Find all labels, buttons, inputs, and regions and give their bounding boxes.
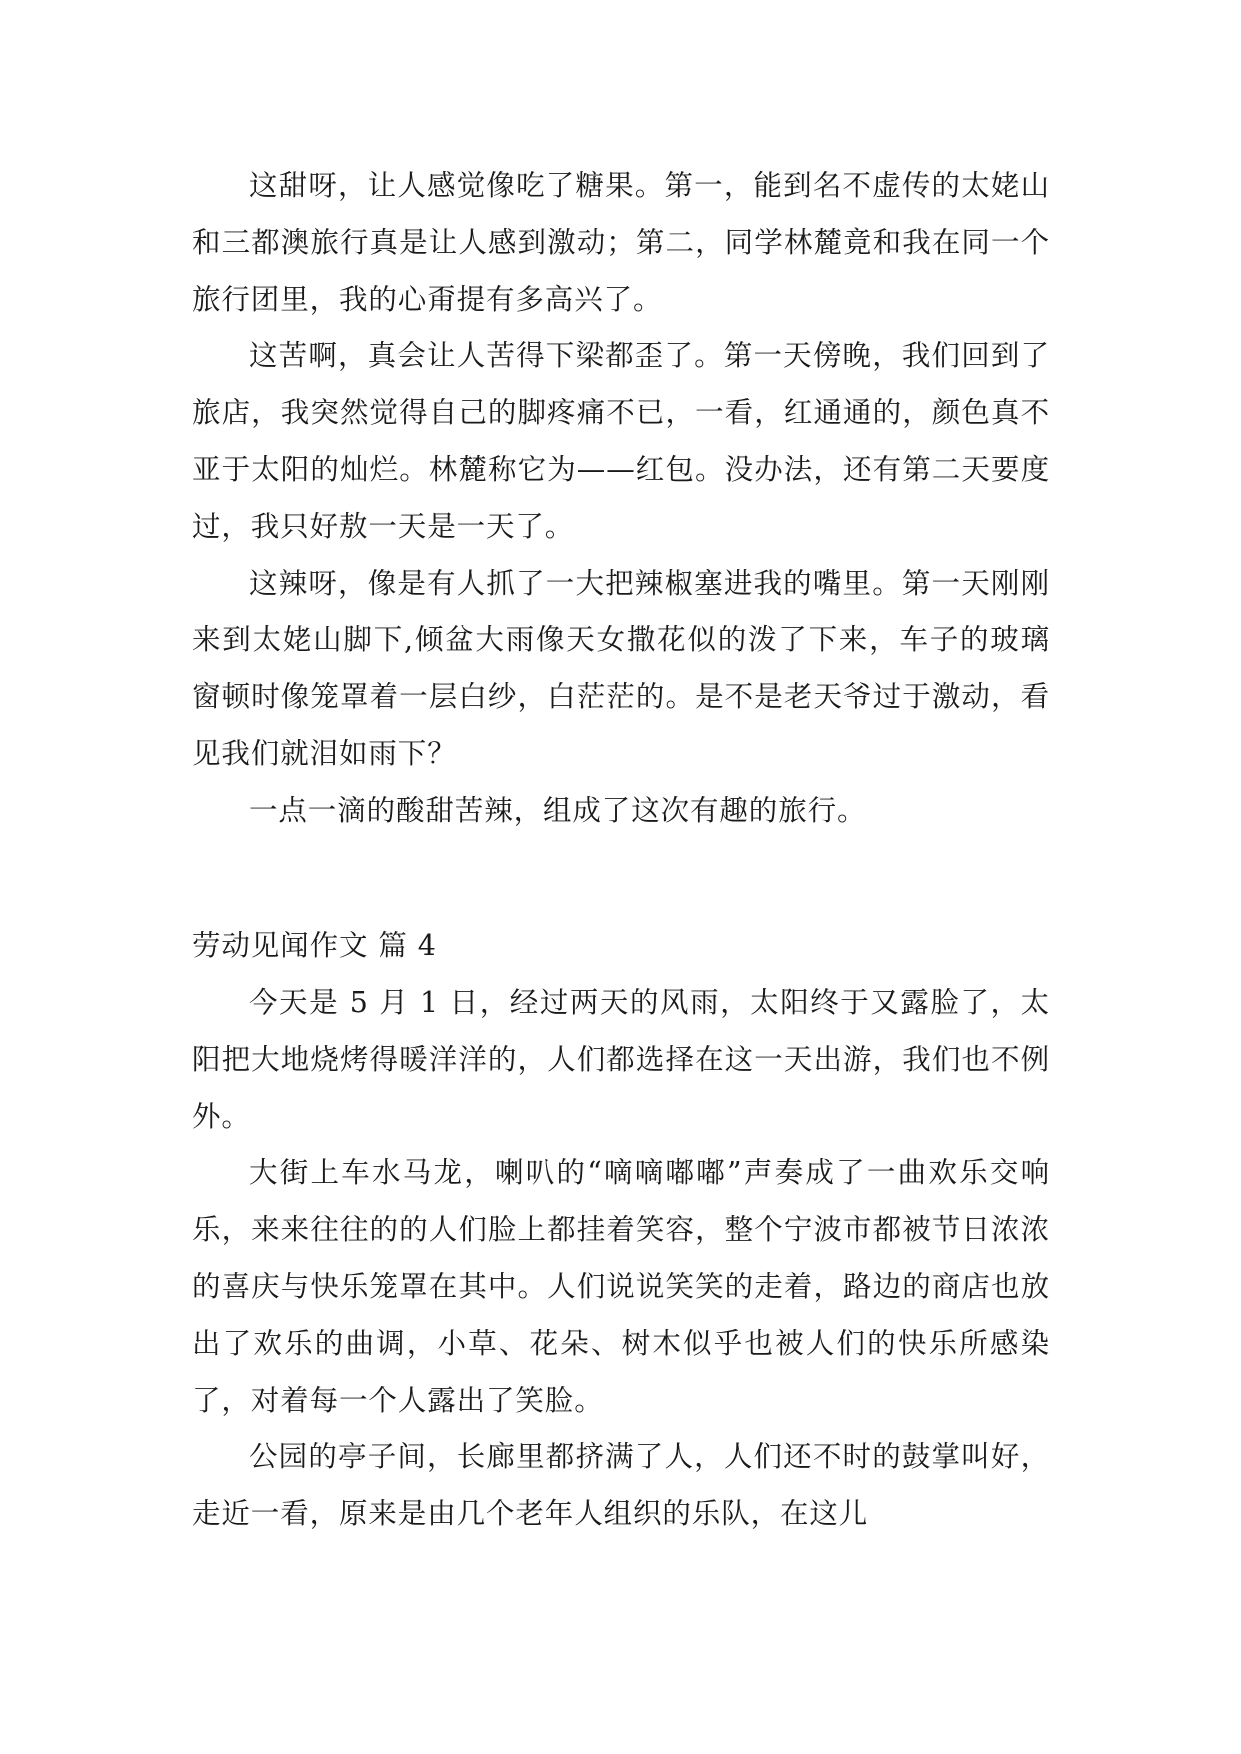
- essay-body: [192, 975, 1050, 1543]
- paragraph-intro: 今天是 5 月 1 日，经过两天的风雨，太阳终于又露脸了，太阳把大地烧烤得暖洋洋的，人们都选择在这一天出游，我们也不例外。: [192, 986, 1050, 1133]
- paragraph-park: 公园的亭子间，长廊里都挤满了人，人们还不时的鼓掌叫好，走近一看，原来是由几个老年人组织的乐队，在这儿: [192, 1440, 1050, 1531]
- paragraph-street: 大街上车水马龙，喇叭的“嘀嘀嘟嘟”声奏成了一曲欢乐交响乐，来来往往的的人们脸上都挂着笑容，整个宁波市都被节日浓浓的喜庆与快乐笼罩在其中。人们说说笑笑的走着，路边的商店也放出了欢乐的曲调，小草、花朵、树木似乎也被人们的快乐所感染了，对着每一个人露出了笑脸。: [192, 1156, 1050, 1417]
- paragraph-bitter: 这苦啊，真会让人苦得下梁都歪了。第一天傍晚，我们回到了旅店，我突然觉得自己的脚疼痛不已，一看，红通通的，颜色真不亚于太阳的灿烂。林麓称它为——红包。没办法，还有第二天要度过，我只好敖一天是一天了。: [192, 339, 1050, 543]
- paragraph-spicy: 这辣呀，像是有人抓了一大把辣椒塞进我的嘴里。第一天刚刚来到太姥山脚下,倾盆大雨像天女撒花似的泼了下来，车子的玻璃窗顿时像笼罩着一层白纱，白茫茫的。是不是老天爷过于激动，看见我们就泪如雨下？: [192, 566, 1050, 770]
- essay-continuation: [192, 158, 1050, 840]
- paragraph-sweet: 这甜呀，让人感觉像吃了糖果。第一，能到名不虚传的太姥山和三都澳旅行真是让人感到激动；第二，同学林麓竟和我在同一个旅行团里，我的心甭提有多高兴了。: [192, 169, 1050, 316]
- essay-heading: 劳动见闻作文 篇 4: [192, 929, 437, 962]
- paragraph-conclusion: 一点一滴的酸甜苦辣，组成了这次有趣的旅行。: [249, 793, 867, 827]
